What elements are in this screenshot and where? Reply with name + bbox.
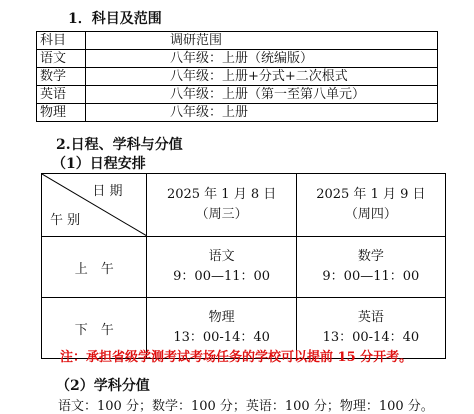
schedule-header-row [42, 174, 446, 237]
exam-time: 13：00-14：40 [173, 330, 270, 345]
weekday-text: （周四） [344, 207, 397, 222]
scores-text: 语文：100 分；数学：100 分；英语：100 分；物理：100 分。 [58, 399, 434, 414]
exam-time: 9：00—11：00 [173, 269, 271, 284]
row-range: 八年级：上册+分式+二次根式 [86, 68, 438, 86]
date-column-1 [147, 174, 296, 237]
row-subject: 语文 [37, 50, 86, 68]
date-text: 2025 年 1 月 9 日 [316, 187, 426, 202]
date-text: 2025 年 1 月 8 日 [166, 187, 277, 202]
row-subject: 物理 [37, 104, 86, 122]
header-range: 调研范围 [86, 32, 438, 50]
exam-subject: 数学 [357, 249, 384, 264]
exam-subject: 物理 [208, 310, 235, 325]
weekday-text: （周三） [195, 207, 248, 222]
period-label: 下 午 [42, 298, 147, 359]
row-range: 八年级：上册（统编版） [86, 50, 438, 68]
section-2-title: 2.日程、学科与分值 [56, 137, 183, 153]
table-row [37, 86, 438, 104]
table-row [37, 68, 438, 86]
exam-time: 13：00-14：40 [322, 330, 420, 345]
schedule-cell [147, 237, 296, 298]
row-subject: 数学 [37, 68, 86, 86]
schedule-table [41, 173, 446, 359]
diagonal-header-cell [42, 174, 147, 237]
schedule-title: （1）日程安排 [52, 156, 146, 172]
exam-time: 9：00—11：00 [322, 269, 420, 284]
table-row [37, 50, 438, 68]
row-range: 八年级：上册 [86, 104, 438, 122]
section-1-title: 1．科目及范围 [68, 11, 162, 27]
exam-subject: 语文 [208, 249, 235, 264]
header-subject: 科目 [37, 32, 86, 50]
row-subject: 英语 [37, 86, 86, 104]
row-range: 八年级：上册（第一至第八单元） [86, 86, 438, 104]
scores-title: （2）学科分值 [56, 378, 150, 394]
period-label: 上 午 [42, 237, 147, 298]
corner-period-label: 午 别 [50, 213, 81, 228]
schedule-row-morning [42, 237, 446, 298]
exam-note: 注：承担省级学测考试考场任务的学校可以提前 15 分开考。 [60, 350, 413, 365]
table-row [37, 104, 438, 122]
date-column-2 [296, 174, 445, 237]
schedule-cell [296, 237, 445, 298]
corner-date-label: 日 期 [92, 184, 123, 199]
subject-scope-table [36, 31, 438, 122]
table-header-row [37, 32, 438, 50]
exam-subject: 英语 [357, 310, 384, 325]
